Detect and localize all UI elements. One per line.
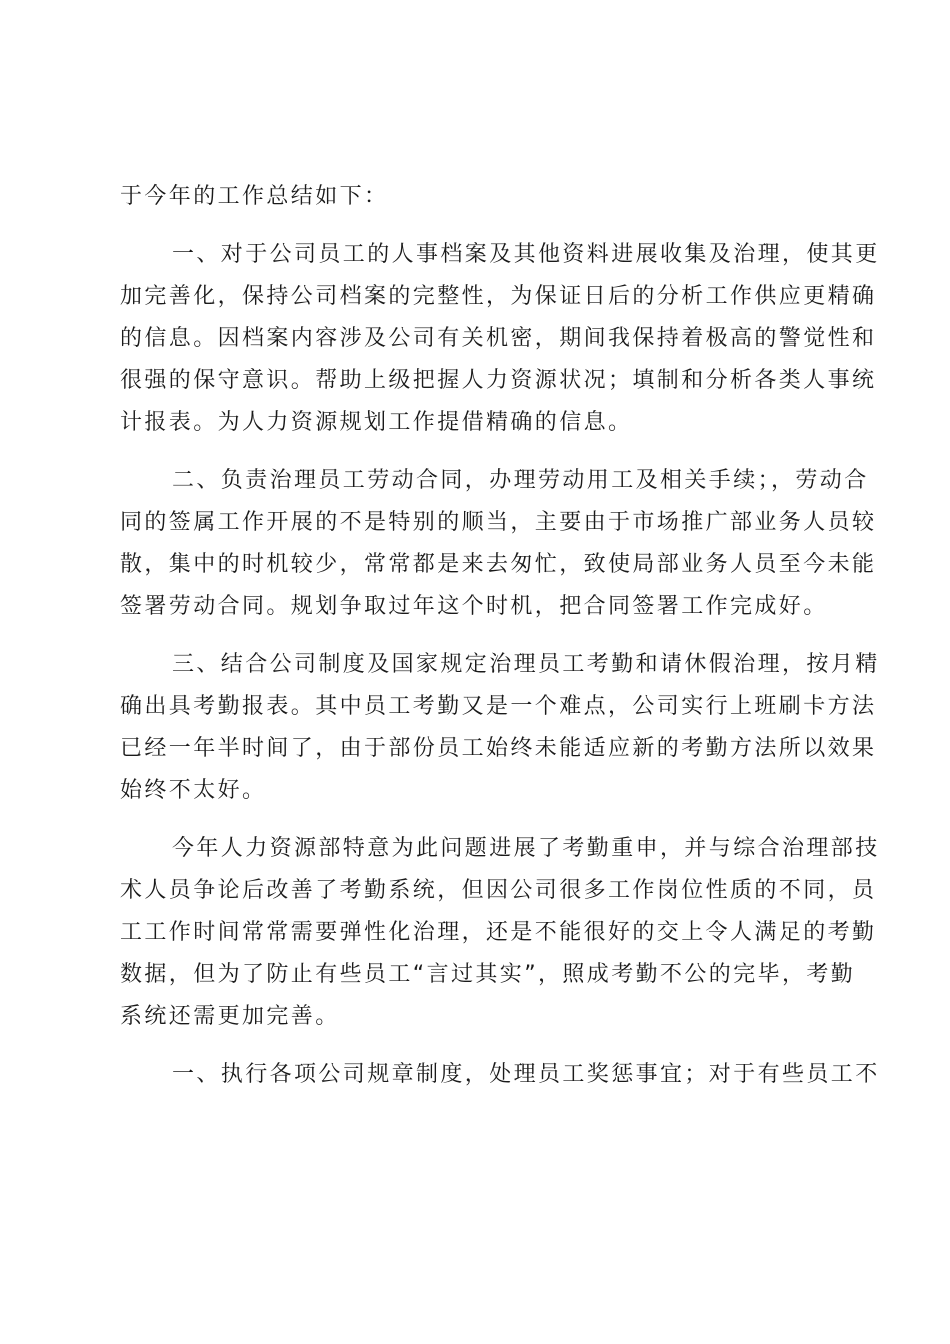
text-line: 始终不太好。 (120, 778, 267, 803)
paragraph-intro (120, 176, 840, 218)
text-line: 三、结合公司制度及国家规定治理员工考勤和请休假治理，按月精 (172, 652, 880, 677)
text-line: 已经一年半时间了，由于部份员工始终未能适应新的考勤方法所以效果 (120, 736, 877, 761)
text-line: 签署劳动合同。规划争取过年这个时机，把合同签署工作完成好。 (120, 594, 828, 619)
text-line: 今年人力资源部特意为此问题进展了考勤重申，并与综合治理部技 (172, 836, 880, 861)
text-line: 同的签属工作开展的不是特别的顺当，主要由于市场推广部业务人员较 (120, 510, 877, 535)
text-line: 加完善化，保持公司档案的完整性，为保证日后的分析工作供应更精确 (120, 284, 877, 309)
paragraph-4 (120, 828, 880, 1038)
text-line: 计报表。为人力资源规划工作提借精确的信息。 (120, 410, 633, 435)
text-line: 一、执行各项公司规章制度，处理员工奖惩事宜；对于有些员工不 (172, 1062, 880, 1087)
paragraph-2 (120, 460, 877, 628)
paragraph-3 (120, 644, 880, 812)
text-line: 很强的保守意识。帮助上级把握人力资源状况；填制和分析各类人事统 (120, 368, 877, 393)
text-line: 一、对于公司员工的人事档案及其他资料进展收集及治理，使其更 (172, 242, 880, 267)
text-line: 二、负责治理员工劳动合同，办理劳动用工及相关手续；，劳动合 (172, 468, 869, 493)
text-line: 的信息。因档案内容涉及公司有关机密，期间我保持着极高的警觉性和 (120, 326, 877, 351)
text-line: 散，集中的时机较少，常常都是来去匆忙，致使局部业务人员至今未能 (120, 552, 877, 577)
text-line: 术人员争论后改善了考勤系统，但因公司很多工作岗位性质的不同，员 (120, 878, 877, 903)
paragraph-1 (120, 234, 880, 444)
paragraph-5 (120, 1054, 880, 1096)
text-line: 数据，但为了防止有些员工“言过其实”，照成考勤不公的完毕，考勤 (120, 962, 856, 987)
text-line: 系统还需更加完善。 (120, 1004, 340, 1029)
text-line: 确出具考勤报表。其中员工考勤又是一个难点，公司实行上班刷卡方法 (120, 694, 877, 719)
document-body (120, 176, 880, 1096)
text-line: 工工作时间常常需要弹性化治理，还是不能很好的交上令人满足的考勤 (120, 920, 877, 945)
text-line: 于今年的工作总结如下： (120, 184, 389, 209)
